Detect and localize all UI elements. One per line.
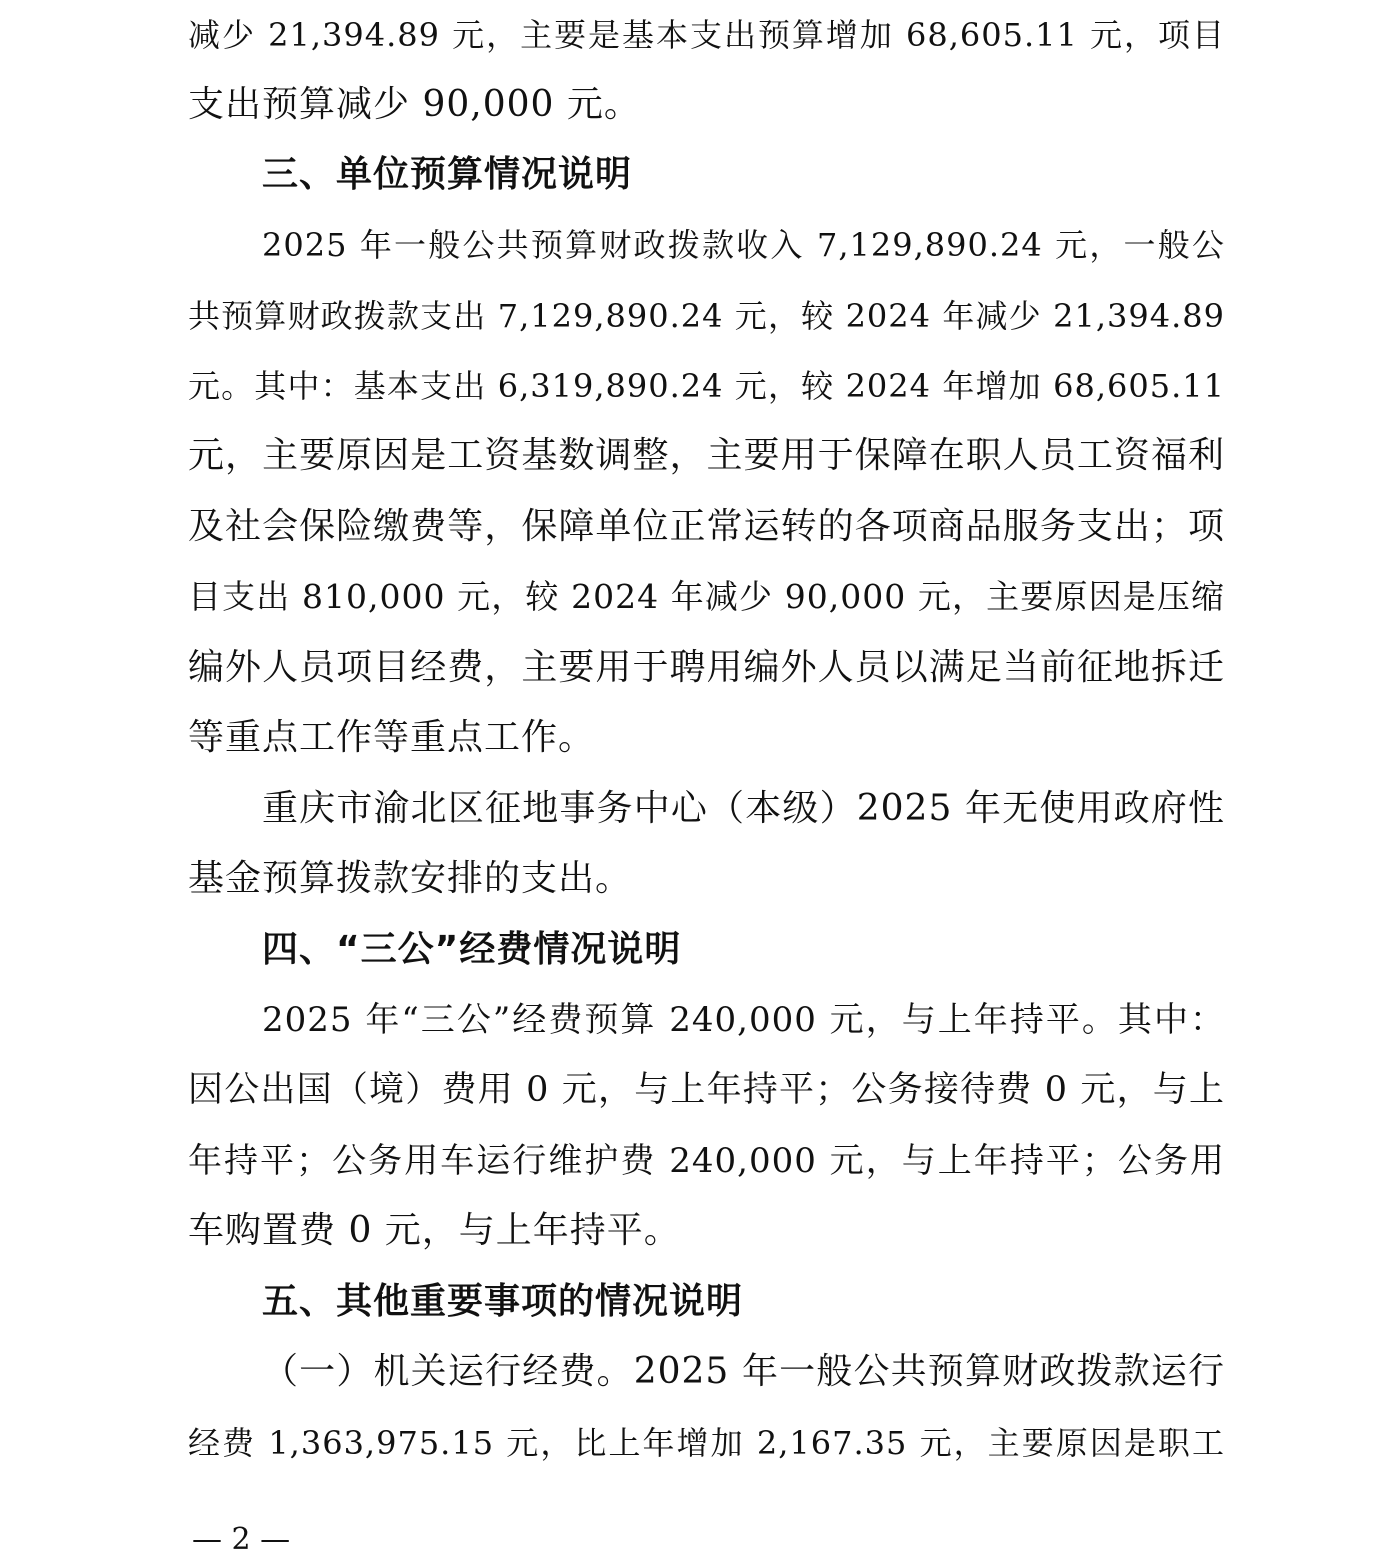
text-line: 共预算财政拨款支出 7,129,890.24 元，较 2024 年减少 21,394.89 [188,297,1225,335]
text-line: 减少 21,394.89 元，主要是基本支出预算增加 68,605.11 元，项目 [188,16,1225,54]
text-line: 编外人员项目经费，主要用于聘用编外人员以满足当前征地拆迁 [188,647,1225,688]
text-line: 2025 年一般公共预算财政拨款收入 7,129,890.24 元，一般公 [262,226,1225,264]
text-line: 基金预算拨款安排的支出。 [188,858,633,899]
text-line: 因公出国（境）费用 0 元，与上年持平；公务接待费 0 元，与上 [188,1070,1225,1110]
section-heading-4: 四、“三公”经费情况说明 [262,929,682,970]
section-heading-5: 五、其他重要事项的情况说明 [262,1281,744,1322]
text-line: 经费 1,363,975.15 元，比上年增加 2,167.35 元，主要原因是职工 [188,1424,1225,1462]
text-line: 支出预算减少 90,000 元。 [188,84,641,125]
text-line: （一）机关运行经费。2025 年一般公共预算财政拨款运行 [262,1351,1225,1392]
text-line: 元，主要原因是工资基数调整，主要用于保障在职人员工资福利 [188,435,1225,476]
page-number: — 2 — [192,1522,291,1557]
text-line: 年持平；公务用车运行维护费 240,000 元，与上年持平；公务用 [188,1141,1225,1181]
text-line: 2025 年“三公”经费预算 240,000 元，与上年持平。其中： [262,1000,1225,1040]
text-line: 元。其中：基本支出 6,319,890.24 元，较 2024 年增加 68,605.11 [188,367,1225,405]
text-line: 等重点工作等重点工作。 [188,717,596,758]
text-line: 车购置费 0 元，与上年持平。 [188,1210,681,1251]
text-line: 目支出 810,000 元，较 2024 年减少 90,000 元，主要原因是压缩 [188,577,1225,616]
text-line: 重庆市渝北区征地事务中心（本级）2025 年无使用政府性 [262,788,1225,829]
section-heading-3: 三、单位预算情况说明 [262,154,633,195]
text-line: 及社会保险缴费等，保障单位正常运转的各项商品服务支出；项 [188,506,1225,547]
